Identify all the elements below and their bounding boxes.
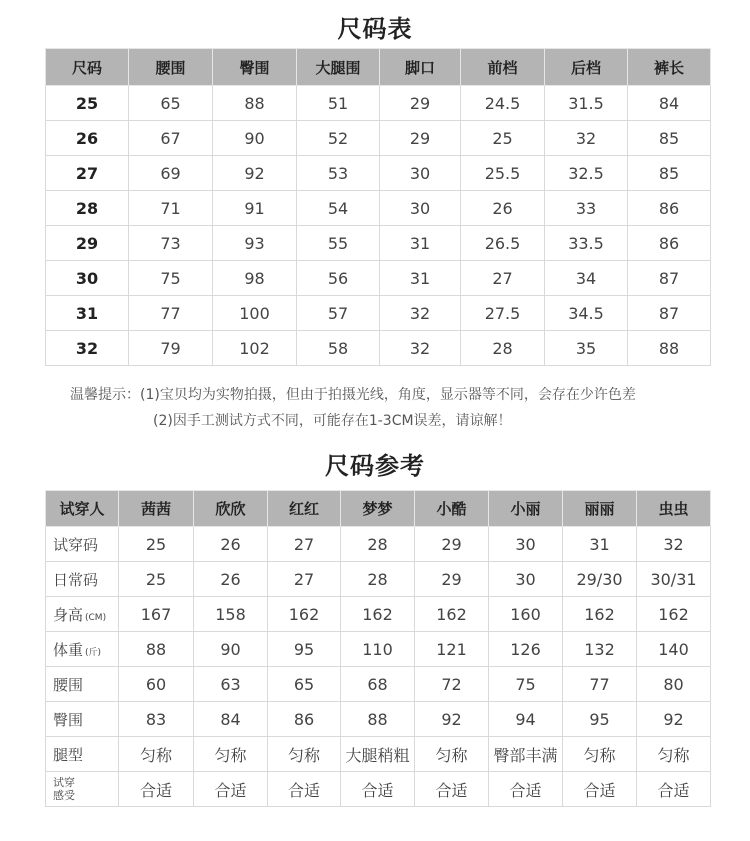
size-reference-header-cell: 虫虫 — [637, 491, 711, 527]
size-chart-cell: 31 — [46, 296, 129, 331]
size-reference-cell: 28 — [341, 527, 415, 562]
size-chart-cell: 71 — [129, 191, 213, 226]
size-reference-cell: 63 — [194, 667, 268, 702]
size-chart-cell: 88 — [213, 86, 297, 121]
size-chart-cell: 85 — [628, 121, 711, 156]
size-chart-cell: 30 — [380, 156, 461, 191]
size-chart-cell: 57 — [297, 296, 380, 331]
row-label-text: 腰围 — [53, 675, 84, 694]
size-reference-cell: 31 — [563, 527, 637, 562]
size-chart-row — [46, 191, 711, 226]
size-chart-cell: 27.5 — [461, 296, 545, 331]
size-chart-cell: 30 — [380, 191, 461, 226]
size-reference-row — [46, 597, 711, 632]
size-chart-cell: 91 — [213, 191, 297, 226]
size-reference-cell: 合适 — [194, 772, 268, 807]
size-reference-cell: 合适 — [563, 772, 637, 807]
size-chart-cell: 29 — [46, 226, 129, 261]
size-chart-cell: 58 — [297, 331, 380, 366]
size-reference-header-row — [46, 491, 711, 527]
size-chart-cell: 90 — [213, 121, 297, 156]
size-reference-cell: 88 — [119, 632, 194, 667]
row-label-text: 臀围 — [53, 710, 84, 729]
size-reference-cell: 32 — [637, 527, 711, 562]
size-reference-cell: 75 — [489, 667, 563, 702]
size-chart-header-cell: 臀围 — [213, 49, 297, 86]
size-chart-cell: 32 — [380, 331, 461, 366]
size-chart-cell: 33 — [545, 191, 628, 226]
size-chart-row — [46, 226, 711, 261]
size-reference-cell: 合适 — [489, 772, 563, 807]
size-chart-cell: 25 — [461, 121, 545, 156]
size-chart-cell: 86 — [628, 226, 711, 261]
size-reference-cell: 162 — [268, 597, 341, 632]
size-reference-cell: 匀称 — [119, 737, 194, 772]
size-reference-cell: 94 — [489, 702, 563, 737]
size-chart-header-cell: 腰围 — [129, 49, 213, 86]
size-chart-cell: 26.5 — [461, 226, 545, 261]
size-reference-cell: 83 — [119, 702, 194, 737]
size-reference-header-cell: 红红 — [268, 491, 341, 527]
size-reference-cell: 匀称 — [194, 737, 268, 772]
size-chart-cell: 51 — [297, 86, 380, 121]
size-reference-header-cell: 梦梦 — [341, 491, 415, 527]
size-reference-cell: 匀称 — [415, 737, 489, 772]
row-label-line: 试穿 — [53, 776, 75, 789]
row-label-text: 日常码 — [53, 570, 99, 589]
size-chart-row — [46, 156, 711, 191]
size-reference-cell: 60 — [119, 667, 194, 702]
size-chart-cell: 55 — [297, 226, 380, 261]
size-reference-cell: 29 — [415, 527, 489, 562]
size-chart-cell: 34 — [545, 261, 628, 296]
size-chart-cell: 53 — [297, 156, 380, 191]
size-reference-cell: 68 — [341, 667, 415, 702]
size-reference-row-label — [46, 737, 119, 772]
size-reference-header-cell: 欣欣 — [194, 491, 268, 527]
size-chart-header-cell: 前档 — [461, 49, 545, 86]
size-chart-header-cell: 脚口 — [380, 49, 461, 86]
size-reference-cell: 160 — [489, 597, 563, 632]
size-reference-cell: 29/30 — [563, 562, 637, 597]
size-chart-cell: 52 — [297, 121, 380, 156]
size-chart-cell: 88 — [628, 331, 711, 366]
size-chart-cell: 30 — [46, 261, 129, 296]
size-reference-row-label — [46, 562, 119, 597]
size-reference-table — [45, 490, 711, 807]
size-chart-cell: 87 — [628, 261, 711, 296]
size-chart-cell: 25.5 — [461, 156, 545, 191]
size-chart-cell: 32.5 — [545, 156, 628, 191]
size-reference-cell: 95 — [268, 632, 341, 667]
size-chart-cell: 98 — [213, 261, 297, 296]
size-chart-table — [45, 48, 711, 366]
size-chart-cell: 24.5 — [461, 86, 545, 121]
size-reference-cell: 合适 — [637, 772, 711, 807]
size-chart-header-cell: 后档 — [545, 49, 628, 86]
size-reference-row-label — [46, 772, 119, 807]
size-chart-cell: 29 — [380, 86, 461, 121]
size-chart-cell: 85 — [628, 156, 711, 191]
size-chart-cell: 27 — [461, 261, 545, 296]
size-reference-cell: 121 — [415, 632, 489, 667]
size-reference-cell: 84 — [194, 702, 268, 737]
size-reference-cell: 臀部丰满 — [489, 737, 563, 772]
size-reference-cell: 合适 — [119, 772, 194, 807]
size-chart-cell: 54 — [297, 191, 380, 226]
size-reference-cell: 140 — [637, 632, 711, 667]
size-chart-cell: 93 — [213, 226, 297, 261]
size-reference-cell: 162 — [563, 597, 637, 632]
size-chart-cell: 102 — [213, 331, 297, 366]
size-chart-header-cell: 裤长 — [628, 49, 711, 86]
size-reference-row-label — [46, 527, 119, 562]
size-chart-header-cell: 尺码 — [46, 49, 129, 86]
size-chart-cell: 84 — [628, 86, 711, 121]
size-reference-cell: 162 — [341, 597, 415, 632]
size-reference-cell: 25 — [119, 562, 194, 597]
size-chart-cell: 28 — [46, 191, 129, 226]
size-chart-cell: 25 — [46, 86, 129, 121]
size-chart-cell: 31 — [380, 226, 461, 261]
size-reference-row — [46, 562, 711, 597]
size-reference-cell: 167 — [119, 597, 194, 632]
size-reference-cell: 29 — [415, 562, 489, 597]
size-chart-cell: 79 — [129, 331, 213, 366]
size-reference-row — [46, 772, 711, 807]
size-chart-cell: 35 — [545, 331, 628, 366]
size-reference-cell: 77 — [563, 667, 637, 702]
size-reference-cell: 80 — [637, 667, 711, 702]
size-reference-cell: 162 — [415, 597, 489, 632]
size-reference-cell: 30/31 — [637, 562, 711, 597]
size-reference-title: 尺码参考 — [325, 452, 425, 480]
size-reference-cell: 162 — [637, 597, 711, 632]
size-reference-cell: 28 — [341, 562, 415, 597]
size-reference-cell: 合适 — [341, 772, 415, 807]
size-chart-header-cell: 大腿围 — [297, 49, 380, 86]
row-label-text: 腿型 — [53, 745, 84, 764]
size-reference-cell: 25 — [119, 527, 194, 562]
size-reference-row — [46, 632, 711, 667]
size-reference-row — [46, 737, 711, 772]
size-reference-cell: 匀称 — [268, 737, 341, 772]
tip-note-line-2: (2)因手工测试方式不同，可能存在1-3CM误差，请谅解！ — [153, 413, 512, 429]
size-chart-row — [46, 261, 711, 296]
size-reference-row-label — [46, 667, 119, 702]
size-reference-cell: 88 — [341, 702, 415, 737]
size-chart-row — [46, 331, 711, 366]
size-reference-cell: 匀称 — [637, 737, 711, 772]
size-chart-row — [46, 296, 711, 331]
size-reference-cell: 95 — [563, 702, 637, 737]
row-label-text: 试穿码 — [53, 535, 99, 554]
size-reference-cell: 27 — [268, 562, 341, 597]
size-reference-header-cell: 茜茜 — [119, 491, 194, 527]
size-chart-cell: 73 — [129, 226, 213, 261]
row-label-unit: (CM) — [85, 612, 107, 623]
size-chart-cell: 26 — [46, 121, 129, 156]
size-reference-cell: 110 — [341, 632, 415, 667]
size-chart-row — [46, 86, 711, 121]
size-chart-row — [46, 121, 711, 156]
size-reference-cell: 26 — [194, 527, 268, 562]
size-reference-cell: 92 — [637, 702, 711, 737]
size-reference-cell: 86 — [268, 702, 341, 737]
size-chart-cell: 67 — [129, 121, 213, 156]
size-reference-header-cell: 小酷 — [415, 491, 489, 527]
size-chart-cell: 32 — [46, 331, 129, 366]
size-chart-cell: 31.5 — [545, 86, 628, 121]
size-chart-cell: 92 — [213, 156, 297, 191]
size-reference-cell: 30 — [489, 562, 563, 597]
size-chart-cell: 56 — [297, 261, 380, 296]
size-reference-cell: 72 — [415, 667, 489, 702]
size-chart-cell: 31 — [380, 261, 461, 296]
row-label-line: 感受 — [53, 789, 75, 802]
size-chart-header-row — [46, 49, 711, 86]
size-reference-row — [46, 667, 711, 702]
size-chart-cell: 65 — [129, 86, 213, 121]
size-reference-cell: 30 — [489, 527, 563, 562]
size-chart-cell: 77 — [129, 296, 213, 331]
size-reference-cell: 合适 — [268, 772, 341, 807]
size-reference-cell: 65 — [268, 667, 341, 702]
tip-note-line-1: 温馨提示：(1)宝贝均为实物拍摄，但由于拍摄光线，角度，显示器等不同，会存在少许色差 — [70, 387, 636, 403]
size-reference-row-label — [46, 702, 119, 737]
size-chart-cell: 100 — [213, 296, 297, 331]
size-reference-cell: 92 — [415, 702, 489, 737]
row-label-unit: (斤) — [85, 647, 102, 658]
size-chart-title: 尺码表 — [337, 15, 413, 43]
row-label-text: 身高 — [53, 605, 84, 624]
size-reference-cell: 90 — [194, 632, 268, 667]
size-chart-cell: 69 — [129, 156, 213, 191]
size-reference-cell: 匀称 — [563, 737, 637, 772]
size-reference-header-cell: 丽丽 — [563, 491, 637, 527]
size-reference-row — [46, 527, 711, 562]
size-reference-row-label — [46, 597, 119, 632]
size-chart-cell: 29 — [380, 121, 461, 156]
size-reference-cell: 158 — [194, 597, 268, 632]
size-reference-cell: 大腿稍粗 — [341, 737, 415, 772]
size-reference-cell: 27 — [268, 527, 341, 562]
size-chart-cell: 86 — [628, 191, 711, 226]
size-reference-cell: 132 — [563, 632, 637, 667]
size-chart-cell: 87 — [628, 296, 711, 331]
size-reference-cell: 126 — [489, 632, 563, 667]
size-chart-cell: 32 — [380, 296, 461, 331]
size-chart-cell: 26 — [461, 191, 545, 226]
size-reference-cell: 合适 — [415, 772, 489, 807]
size-reference-header-cell: 试穿人 — [46, 491, 119, 527]
size-reference-row-label — [46, 632, 119, 667]
size-chart-cell: 75 — [129, 261, 213, 296]
size-chart-cell: 28 — [461, 331, 545, 366]
size-chart-cell: 27 — [46, 156, 129, 191]
row-label-text: 体重 — [53, 640, 84, 659]
size-chart-cell: 33.5 — [545, 226, 628, 261]
size-reference-cell: 26 — [194, 562, 268, 597]
size-reference-row — [46, 702, 711, 737]
size-chart-cell: 34.5 — [545, 296, 628, 331]
size-reference-header-cell: 小丽 — [489, 491, 563, 527]
size-chart-cell: 32 — [545, 121, 628, 156]
